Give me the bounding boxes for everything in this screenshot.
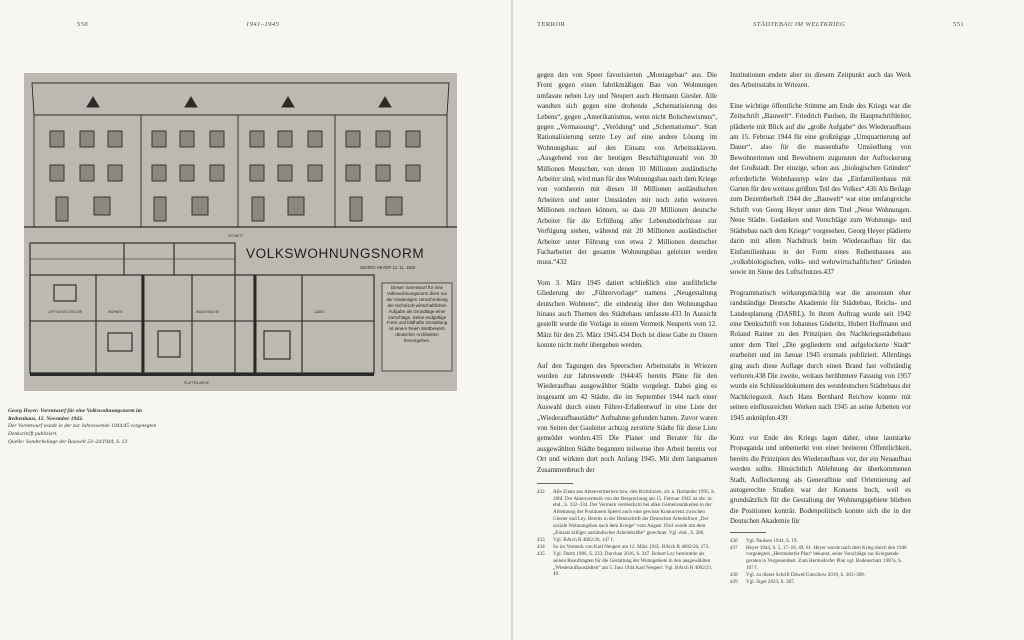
running-head-staedtebau: STÄDTEBAU IM WELTKRIEG: [753, 21, 846, 28]
figure-caption: [8, 408, 158, 447]
page-number-right: 551: [953, 21, 965, 28]
plan-label-wege: PLATTEN-WEGE: [184, 381, 209, 385]
text-column-2: [730, 70, 911, 537]
col2-paragraph-4: Kurz vor Ende des Kriegs lagen daher, ohne lautstarke Propaganda und unbemerkt von einer breiteren Öffentlichkeit, bereits die Prinzipien des Wiederaufbaus vor, der ein Neuaufbau werden sollte. Hinsichtlich Ablehnung der überkommenen Stadt, Auflockerung als Generallinie und Orientierung auf autogerechte Straßen war der Konsens hoch, weil es grundsätzlich für die Gestaltung der Wohnungsgebiete blieben die Positionen konträr. Bodenpolitisch konnte sich die in der Deutschen Akademie für: [730, 434, 911, 526]
footnote: 432 Alle Zitate aus Aktenvermerken bzw. den Richtlinien, zit. n. Harlander 1995, S. 286f. Der Aktenvermerk von der Besprechung am 15. Februar 1945 ist abr. in: ebd., S. 332–334. Der Vermerk verdeutlicht bei allen Gemeinsamkeiten in der Ablehnung der Positionen Speers auch eine gewisse Konkurrenz zwischen Giesler und Ley. Bereits in der Denkschrift der Deutschen Arbeitsfront „Der soziale Wohnungsbau nach dem Kriege“ vom August 1944 wurde mit dem „Einsatz billiger ausländischer Arbeitskräfte“ gerechnet. Vgl. ebd., S. 286.: [537, 488, 716, 537]
plan-label-laden: LADEN: [314, 310, 325, 314]
figure-signature: GEORG HEYER 12. 11. 1942: [360, 265, 416, 270]
caption-body: Der Vorentwurf wurde in der zur Jahreswende 1944/45 vorgelegten Denkschrift publiziert.: [8, 423, 157, 438]
footnotes-left: [537, 483, 717, 578]
col2-paragraph-3: Programmatisch wirkungsmächtig war die ansonsten eher randständige Deutsche Akademie für Städtebau, Reichs- und Landesplanung (DASRL). In ihrem Auftrag wurde seit 1942 eine Denkschrift von Johannes Göderitz, Hubert Hoffmann und Roland Rainer zu den Prinzipien des Nachkriegsstädtebaus unter dem Titel „Die gegliederte und aufgelockerte Stadt“ erarbeitet und im Januar 1945 erstmals publiziert. Allerdings ging auch diese Auflage durch einen Brand fast vollständig verloren.438 Die zweite, weitaus berühmtere Fassung von 1957 wurde ein Schlüsseldokument des westdeutschen Städtebaus der Nachkriegszeit. Auch Hans Bernhard Reichow konnte mit seinen einflussreichen Werken nach 1945 an seine Arbeiten vor 1945 anknüpfen.439: [730, 288, 911, 422]
plan-label-waschkueche: WASCHKÜCHE: [196, 310, 219, 314]
footnote: 439 Vgl. Sigel 2023, S. 307.: [730, 579, 795, 586]
footnote-rule: [730, 532, 766, 533]
text-column-1: [537, 70, 717, 485]
caption-title: Georg Heyer: Vorentwurf für eine Volkswohnungsnorm im Reihenhaus, 12. November 1943.: [8, 408, 142, 422]
figure-box-text: Dieser Vorentwurf für eine Volkswohnungsnorm dient nur der eindeutigen Umschreibung der technisch-wirtschaftlichen Aufgabe als Grundlage einer Vorschläge. Seine endgültige Form und bildhafte Gestaltung ist einem freien Wettbewerb deutscher Architekten hervorgehen.: [386, 285, 448, 344]
footnote: 435 Vgl. Durth 1986, S. 233; Durchan 2016, S. 347. Robert Ley bestimmte als seinen Beauftragten für die Gestaltung der Wohngebiete in den ausgewählten „Wiederaufbaustädten“ am 5. Juni 1944 Karl Neupert. Vgl. BArch R 4002/21, 49.: [537, 550, 713, 578]
col1-paragraph-3: Auf den Tagungen des Speerschen Arbeitsstabs in Wriezen wurden zur Jahreswende 1944/45 bereits Pläne für den Wiederaufbau ausgewählter Städte vorgelegt. Dabei ging es insgesamt um 42 Städte, die im September 1944 nach einer Auswahl durch einen Führer-Erlaßentwurf in eine Liste der „Wiederaufbaustädte“ Aufnahme gefunden hatten. Zuvor waren von Seiten der Gauleiter achtzig zerstörte Städte für diese Liste gemeldet worden.435 Die Planer und Berater für die ausgewählten Städte begannen teilweise ihre Arbeit bereits vor Ort und wirkten dort noch Anfang 1945. Mit dem langsamen Zusammenbruch der: [537, 361, 717, 474]
left-page: [0, 0, 511, 640]
elevation-label: SCHNITT: [228, 234, 244, 238]
architectural-drawing: [24, 73, 457, 391]
col2-paragraph-2: Eine wichtige öffentliche Stimme am Ende des Kriegs war die Zeitschrift „Bauwelt“. Friedrich Paulsen, ihr Hauptschriftleiter, plädierte mit Blick auf die „große Aufgabe“ des Wiederaufbaus am 15. Februar 1944 für eine großzügige „Umquartierung auf Dauer“, also für die massenhafte Umsiedlung von Bewohnerinnen und Bewohnern zugunsten der Auflockerung der Großstadt. Der einzige, schon aus „biologischen Gründen“ erforderliche Wohnhaustyp wäre das „Einfamilienhaus mit Garten für den weitaus größten Teil des Volkes“.436 Als Beilage zum Dezemberheft 1944 der „Bauwelt“ war eine umfangreiche Schrift von Georg Heyer unter dem Titel „Neue Wohnungen. Neue Städte. Gedanken und Vorschläge zum Wohnungs- und Städtebau nach dem Kriege“ vorgesehen. Georg Heyer plädierte darin mit allem Nachdruck beim Wiederaufbau für das Einfamilienhaus in der Form eines Reihenhauses aus „volksbiologischen, volks- und wehrwirtschaftlichen“ Gründen sowie im Sinne des Luftschutzes.437: [730, 101, 911, 277]
footnote: 433 Vgl. BArch R 4002/26, 147 f.: [537, 536, 614, 543]
figure-heading: VOLKSWOHNUNGSNORM: [246, 246, 425, 261]
plan-label-luftschutz: LUFTSCHUTZ-KELLER: [48, 310, 83, 314]
running-head-terror: TERROR: [537, 21, 566, 28]
footnotes-right: [730, 532, 911, 586]
running-head-left: 1941–1945: [246, 21, 280, 28]
caption-source: Quelle: Sonderbeilage der Bauwelt 23–24/1944, S. 13: [8, 438, 128, 445]
footnote: 438 Vgl. zu dieser Schrift Düwel/Gutschow 2019, S. 303–309.: [730, 572, 865, 579]
plan-label-wohnen: WOHNEN: [108, 310, 123, 314]
footnote: 434 So im Vermerk von Karl Neupert am 12. März 1945. BArch R 4002/26, 273.: [537, 543, 710, 550]
footnote: 436 Vgl. Paulsen 1944, S. 19.: [730, 537, 798, 544]
page-number-left: 550: [77, 21, 89, 28]
col1-paragraph-1: gegen den von Speer favorisierten „Montagebau“ aus. Die Front gegen einen fabrikmäßigen Bau von Wohnungen umfasste neben Ley und Neupert auch Hermann Giesler. Alle wandten sich gegen eine drohende „Schematisierung des Lebens“, gegen „Amerikanismus, wenn nicht Bolschewismus“, gegen „Vermassung“, „Verödung“ und „Schematismus“. Statt Rationalisierung setzte Ley auf eine andere Lösung im Wohnungsbau: auf den Einsatz von Arbeitssklaven. „Ausgehend von der heutigen Beschäftigtenzahl von 30 Millionen Menschen, von denen 10 Millionen ausländische Arbeiter sind, wird man für den Wohnungsbau nach dem Kriege von vornherein mit diesen 10 Millionen ausländischen Arbeitern und unter Umständen mit noch zehn weiteren Millionen rechnen können, so dass 20 Millionen deutsche Arbeiter für die Erfüllung aller Lebensbedürfnisse zur Verfügung stehen, während mit 20 Millionen ausländischer Arbeiter unter Führung von etwa 2 Millionen deutscher Facharbeiter der gesamte Wohnungsbau geleistet werden muss.“432: [537, 71, 717, 267]
col2-paragraph-1: Institutionen endete aber zu diesem Zeitpunkt auch das Werk des Arbeitsstabs in Wriezen.: [730, 71, 911, 90]
footnote: 437 Heyer 1944, S. 5, 17–18, 49, 61. Heyer wurde nach dem Krieg durch den 1946 vorgelegten „Hermsdorfer Plan“ bekannt, seine Vorschläge zur Kriegsende geraten in Vergessenheit. Zum Hermsdorfer Plan vgl. Bodenschatz 1987a, S. 167 f.: [730, 544, 907, 572]
col1-paragraph-2: Vom 3. März 1945 datiert schließlich eine ausführliche Gliederung der „Führervorlage“ namens „Neugestaltung deutschen Wohnens“, die eindeutig über den Wohnungsbau hinaus auch Themen des Städtebaus umfasste.433 In Aussicht gestellt wurde die Vorlage in einem Vermerk Neuperts vom 12. März für den 25. März 1945.434 Doch ist diese Gabe zu Ostern konnte nicht mehr übergeben werden.: [537, 278, 717, 350]
right-page: [513, 0, 1024, 640]
footnote-rule: [537, 483, 573, 484]
